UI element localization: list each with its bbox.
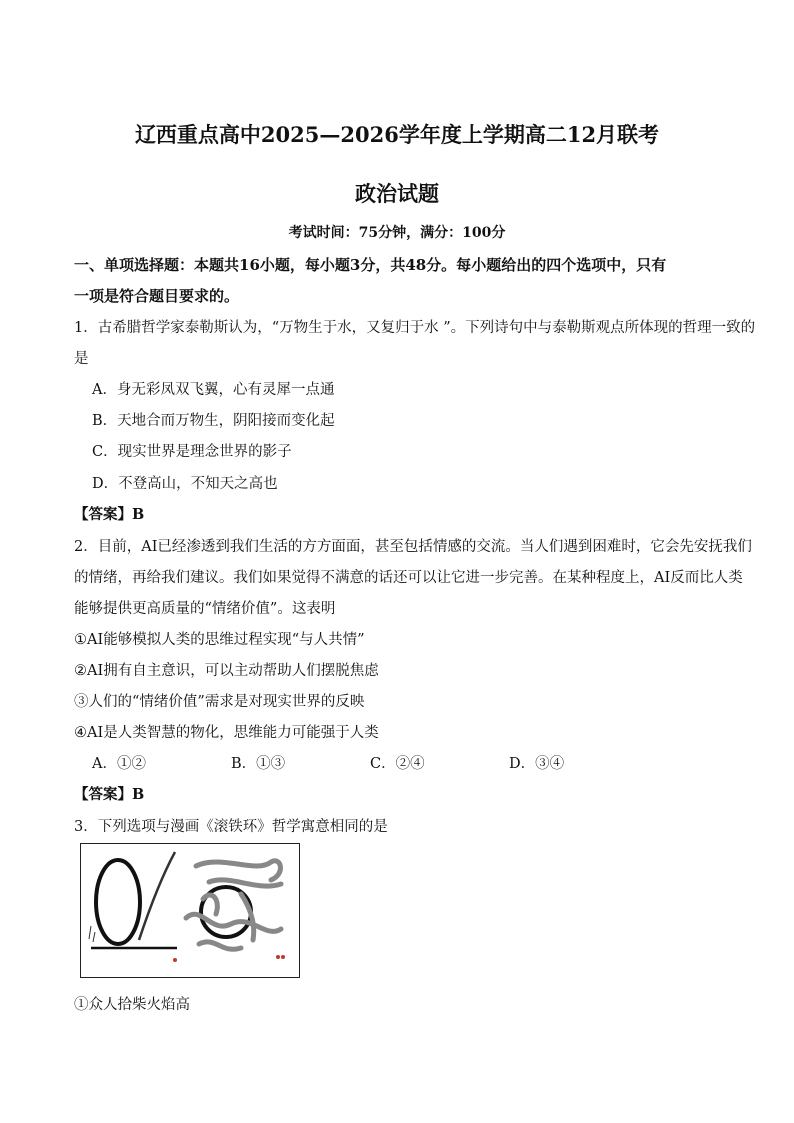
q2-option-b: B．①③ xyxy=(231,756,286,772)
q1-stem-line1: 1．古希腊哲学家泰勒斯认为，“万物生于水，又复归于水 ”。下列诗句中与泰勒斯观点所体现的哲理一致的 xyxy=(74,320,756,336)
q2-option-d: D．③④ xyxy=(509,756,565,772)
q2-option-a: A．①② xyxy=(92,756,146,772)
dot-right-1 xyxy=(276,955,280,959)
q2-stem-line1: 2．目前，AI已经渗透到我们生活的方方面面，甚至包括情感的交流。当人们遇到困难时，它会先安抚我们 xyxy=(74,539,752,555)
exam-meta: 考试时间：75分钟，满分：100分 xyxy=(288,225,506,241)
q2-options xyxy=(92,752,648,773)
q2-option-c: C．②④ xyxy=(370,756,425,772)
motion-marks xyxy=(89,926,95,942)
q1-option-a: A．身无彩凤双飞翼，心有灵犀一点通 xyxy=(92,382,335,398)
exam-title: 辽西重点高中2025—2026学年度上学期高二12月联考 xyxy=(134,122,660,147)
q3-statement-1: ①众人拾柴火焰高 xyxy=(74,997,190,1013)
q2-statement-4: ④AI是人类智慧的物化，思维能力可能强于人类 xyxy=(74,725,379,741)
q2-stem-line2: 的情绪，再给我们建议。我们如果觉得不满意的话还可以让它进一步完善。在某种程度上，AI反而比人类 xyxy=(74,570,743,586)
q2-statement-2: ②AI拥有自主意识，可以主动帮助人们摆脱焦虑 xyxy=(74,663,379,679)
cartoon-rolling-hoop xyxy=(80,843,300,978)
q2-stem-line3: 能够提供更高质量的“情绪价值”。这表明 xyxy=(74,601,336,617)
q3-stem: 3．下列选项与漫画《滚铁环》哲学寓意相同的是 xyxy=(74,819,388,835)
dot-right-2 xyxy=(281,955,285,959)
section-heading-line1: 一、单项选择题：本题共16小题，每小题3分，共48分。每小题给出的四个选项中，只有 xyxy=(74,256,667,274)
q1-answer: 【答案】B xyxy=(74,506,145,523)
q1-option-d: D．不登高山，不知天之高也 xyxy=(92,476,278,492)
hoop-left xyxy=(96,860,140,944)
q2-statement-3: ③人们的“情绪价值”需求是对现实世界的反映 xyxy=(74,694,365,710)
exam-subject: 政治试题 xyxy=(355,181,439,206)
q1-option-c: C．现实世界是理念世界的影子 xyxy=(92,444,292,460)
q1-stem-line2: 是 xyxy=(74,351,89,367)
hoop-stick xyxy=(139,852,175,940)
section-heading-line2: 一项是符合题目要求的。 xyxy=(74,287,240,305)
q1-option-b: B．天地合而万物生，阴阳接而变化起 xyxy=(92,413,335,429)
cartoon-drawing xyxy=(81,844,298,976)
q2-answer: 【答案】B xyxy=(74,786,145,803)
dot-left xyxy=(173,958,177,962)
q2-statement-1: ①AI能够模拟人类的思维过程实现“与人共情” xyxy=(74,632,365,648)
